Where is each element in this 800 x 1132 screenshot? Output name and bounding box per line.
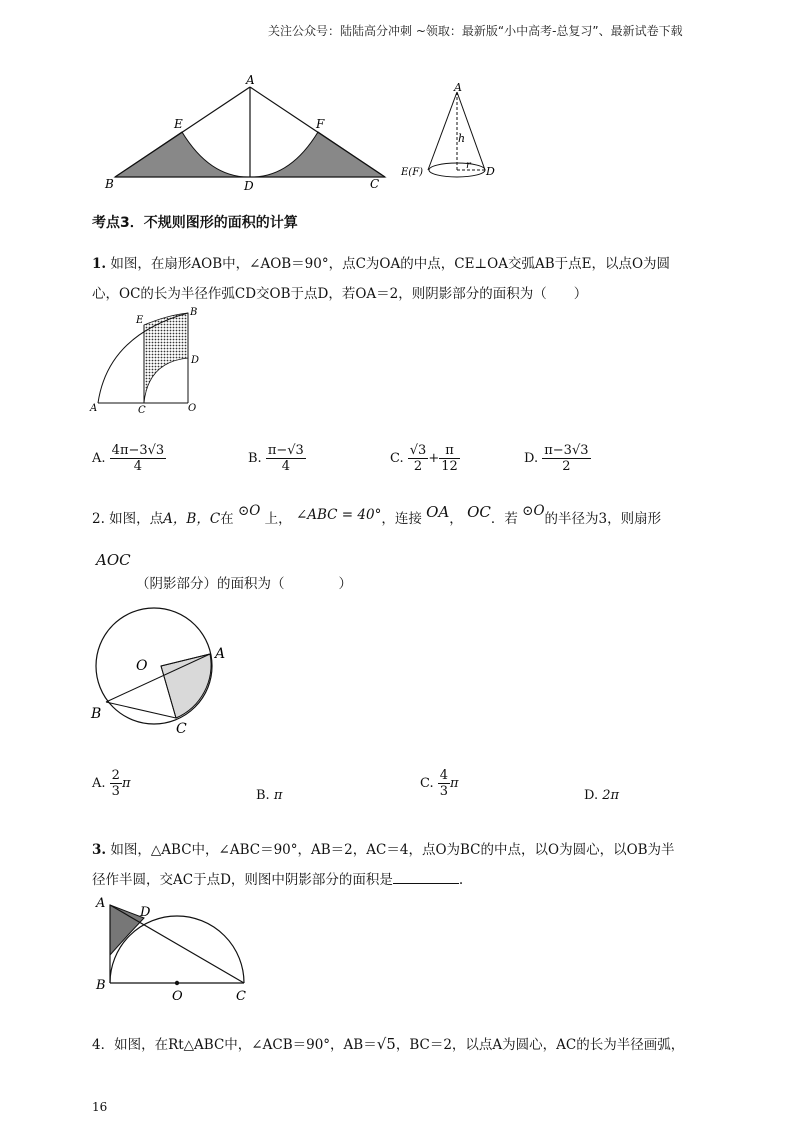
q3-text-2: 径作半圆，交AC于点D，则图中阴影部分的面积是 bbox=[92, 872, 393, 888]
label-a: A bbox=[246, 73, 255, 87]
q1-label-c: C bbox=[138, 405, 146, 415]
cone-label-d: D bbox=[486, 165, 495, 178]
q3-figure bbox=[90, 893, 255, 1005]
q1-text-1: 如图，在扇形AOB中，∠AOB＝90°，点C为OA的中点，CE⊥OA交弧AB于点E，以点O为圆 bbox=[110, 256, 671, 272]
cone-label-a: A bbox=[454, 82, 462, 94]
q1-option-c-num1: √3 bbox=[409, 443, 427, 458]
q2-option-a-pi: π bbox=[121, 776, 131, 791]
q1-option-c-fraction-1 bbox=[408, 443, 429, 474]
q2-text-e: ，连接 bbox=[381, 511, 422, 527]
q2-label-c: C bbox=[176, 721, 187, 737]
q2-option-a-den: 3 bbox=[111, 784, 120, 799]
q2-option-c-pi: π bbox=[450, 776, 459, 791]
q2-option-c-fraction bbox=[438, 768, 450, 799]
q1-option-c-den1: 2 bbox=[413, 459, 423, 474]
q2-text-abc: A，B，C bbox=[163, 511, 221, 527]
label-d: D bbox=[244, 179, 254, 193]
q1-option-d-den: 2 bbox=[562, 459, 571, 474]
q2-oa: OA bbox=[426, 503, 450, 521]
section-title: 考点3．不规则图形的面积的计算 bbox=[92, 215, 298, 231]
q2-text-d: 上， bbox=[264, 511, 292, 527]
q1-line1 bbox=[92, 252, 670, 272]
roof-figure bbox=[100, 70, 400, 195]
q1-option-a[interactable] bbox=[92, 443, 166, 474]
q1-figure bbox=[88, 305, 208, 415]
q1-option-b[interactable] bbox=[248, 443, 306, 474]
q2-option-b-letter: B. bbox=[256, 788, 270, 803]
q2-option-d[interactable] bbox=[584, 788, 619, 803]
q3-label-b: B bbox=[96, 978, 106, 993]
q3-label-a: A bbox=[96, 896, 106, 911]
q3-line2 bbox=[92, 868, 463, 888]
q2-line2-text: （阴影部分）的面积为（ ） bbox=[136, 576, 352, 592]
q4-sqrt5: √5 bbox=[376, 1035, 396, 1053]
q4-text-2: ，BC＝2，以点A为圆心，AC的长为半径画弧， bbox=[395, 1037, 685, 1053]
q2-option-b[interactable] bbox=[256, 788, 282, 803]
page-header: 关注公众号：陆陆高分冲刺 ~领取：最新版“小中高考-总复习”、最新试卷下载 bbox=[268, 24, 683, 38]
label-e: E bbox=[174, 117, 183, 131]
q1-option-b-num: π−√3 bbox=[267, 443, 304, 458]
q2-label-o: O bbox=[136, 658, 148, 674]
q1-option-c[interactable] bbox=[390, 443, 460, 474]
q2-option-b-value: π bbox=[273, 788, 283, 803]
q3-number: 3. bbox=[92, 842, 107, 858]
q1-label-o: O bbox=[188, 403, 197, 414]
q1-label-b: B bbox=[190, 307, 198, 318]
label-b: B bbox=[105, 177, 114, 191]
q2-figure bbox=[86, 598, 236, 738]
q3-label-c: C bbox=[236, 989, 246, 1004]
q1-option-a-fraction bbox=[110, 443, 167, 474]
q2-text-g: 的半径为3，则扇形 bbox=[544, 511, 662, 527]
q2-text-c: 在 bbox=[220, 511, 234, 527]
q3-shaded-region bbox=[110, 905, 144, 955]
q2-aoc: AOC bbox=[96, 551, 131, 569]
q1-label-e: E bbox=[136, 315, 144, 326]
q1-option-c-num2: π bbox=[439, 443, 460, 459]
label-f: F bbox=[316, 117, 325, 131]
q2-option-d-value: 2π bbox=[602, 788, 620, 803]
q1-option-d-letter: D. bbox=[524, 451, 539, 466]
q1-option-b-fraction bbox=[266, 443, 306, 474]
cone-label-r: r bbox=[466, 160, 471, 171]
cone-figure bbox=[400, 82, 510, 187]
q2-option-c-num: 4 bbox=[439, 768, 449, 783]
q2-option-a-num: 2 bbox=[111, 768, 120, 783]
q1-option-d[interactable] bbox=[524, 443, 591, 474]
q2-text-a: 2. 如图，点 bbox=[92, 511, 164, 527]
q1-label-d: D bbox=[191, 355, 200, 366]
q2-line1: 2. 如图，点A，B，C在 ⊙O 上， ∠ABC = 40°，连接 OA， OC．若 ⊙O的半径为3，则扇形 bbox=[92, 503, 662, 527]
q2-option-c[interactable] bbox=[420, 768, 459, 799]
q2-line2 bbox=[96, 551, 131, 575]
q2-label-a: A bbox=[215, 646, 226, 662]
q2-oc: OC bbox=[467, 503, 491, 521]
q1-option-d-num: π−3√3 bbox=[544, 443, 589, 458]
q2-option-c-den: 3 bbox=[439, 784, 449, 799]
q1-option-c-plus: + bbox=[428, 451, 440, 466]
q2-angle: ∠ABC = 40° bbox=[295, 507, 382, 523]
q2-option-a-fraction bbox=[110, 768, 122, 799]
q1-number: 1. bbox=[92, 256, 107, 272]
q3-text-1: 如图，△ABC中，∠ABC＝90°，AB＝2，AC＝4，点O为BC的中点，以O为圆心，以OB为半 bbox=[110, 842, 675, 858]
q1-option-b-den: 4 bbox=[281, 459, 290, 474]
q1-option-c-letter: C. bbox=[390, 451, 404, 466]
q2-shaded-sector bbox=[161, 654, 211, 718]
q2-option-c-letter: C. bbox=[420, 776, 434, 791]
label-c: C bbox=[370, 177, 380, 191]
shaded-region-right bbox=[250, 132, 385, 177]
q2-label-b: B bbox=[91, 706, 102, 722]
q3-text-3: . bbox=[458, 872, 464, 888]
q3-line1 bbox=[92, 838, 675, 858]
shaded-region-left bbox=[115, 132, 250, 177]
q2-text-f: ．若 bbox=[490, 511, 518, 527]
q1-line2: 心，OC的长为半径作弧CD交OB于点D，若OA＝2，则阴影部分的面积为（ ） bbox=[92, 286, 588, 302]
q2-option-d-letter: D. bbox=[584, 788, 599, 803]
q1-option-c-fraction-2 bbox=[439, 443, 460, 474]
q1-option-d-fraction bbox=[542, 443, 590, 474]
page-number: 16 bbox=[92, 1100, 108, 1114]
q1-option-a-letter: A. bbox=[92, 451, 106, 466]
cone-label-ef: E(F) bbox=[401, 167, 424, 178]
q1-option-a-num: 4π−3√3 bbox=[111, 443, 165, 458]
q4-text-1: 4．如图，在Rt△ABC中，∠ACB＝90°，AB＝ bbox=[92, 1037, 377, 1053]
q2-circle-o-2: ⊙O bbox=[522, 503, 545, 519]
q1-option-b-letter: B. bbox=[248, 451, 262, 466]
q1-option-c-den2: 12 bbox=[441, 459, 458, 474]
q3-answer-blank[interactable] bbox=[393, 871, 459, 884]
q2-option-a[interactable] bbox=[92, 768, 131, 799]
q3-label-d: D bbox=[140, 905, 151, 920]
q2-option-a-letter: A. bbox=[92, 776, 106, 791]
q1-shaded-region bbox=[144, 313, 188, 403]
q3-label-o: O bbox=[172, 989, 183, 1004]
q4-line1 bbox=[92, 1033, 684, 1053]
cone-label-h: h bbox=[458, 132, 466, 145]
q1-option-a-den: 4 bbox=[133, 459, 143, 474]
q1-label-a: A bbox=[90, 403, 98, 414]
q2-circle-o-1: ⊙O bbox=[237, 503, 261, 519]
